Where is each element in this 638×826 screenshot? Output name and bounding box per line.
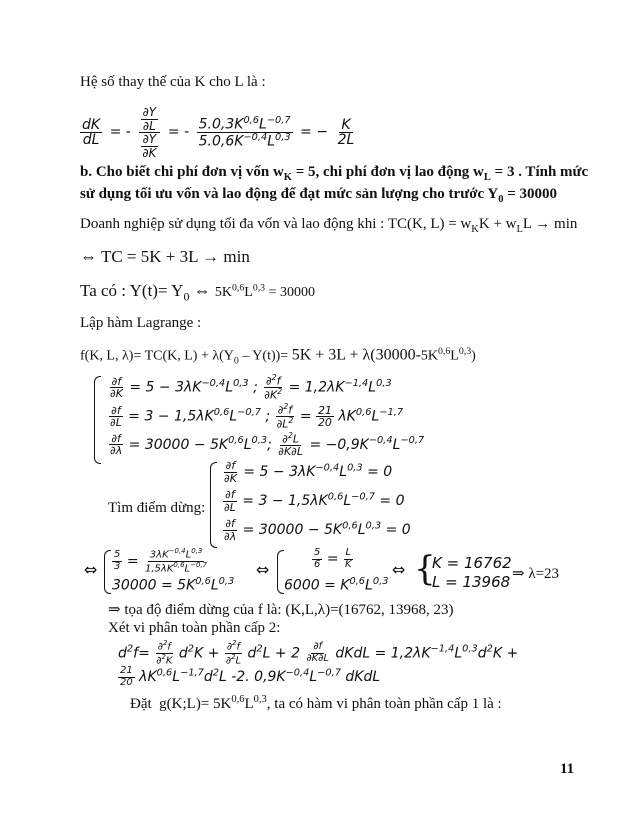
stationary-point-text: ⇒ tọa độ điểm dừng của f là: (K,L,λ)=(16762, 13968, 23) [108,602,454,618]
intro-text: Hệ số thay thế của K cho L là : [80,74,266,90]
solution-lambda: ⇒ λ=23 [512,566,560,582]
constraint-line: Ta có : $Y(t)= Y_0$ ⇔ $5K^{0,6}L^{0,3} = 30000$ [80,281,315,304]
system-2-row-2: $6000 = K^{0,6}L^{0,3}$ [284,576,389,594]
page-number: 11 [560,761,575,777]
equiv-arrow-3: ⇔ [392,560,406,579]
lagrange-title: Lập hàm Lagrange : [80,315,202,331]
second-diff-title: Xét vi phân toàn phần cấp 2: [108,620,281,636]
system-brace-1 [104,550,111,594]
stationary-brace [210,462,217,548]
tc-line: ⇔ TC = 5K + 3L → min [80,247,250,266]
deriv-row-1: $\frac{\partial f}{\partial K}$ = $5 - 3\lambda K^{-0,4}L^{0,3}$ ; $\frac{\partial^2f}{\partial K^2}$ = $1,2\lambda K^{-1,4}L^{0,3}$ [110,373,392,402]
system-brace-2 [277,550,284,594]
d2f-line-2: $\frac{21}{20}$ $\lambda K^{0,6}L^{-1,7}d^2L$ -2. $0,9K^{-0,4}L^{-0,7}$ dKdL [120,665,381,688]
stationary-eq-3: $\frac{\partial f}{\partial\lambda}$ = $30000 - 5K^{0,6}L^{0,3} = 0$ [224,517,411,543]
system-2-row-1: $\frac{5}{6}$ = $\frac{L}{K}$ [314,547,352,570]
lagrange-function: f(K, L, λ)= TC(K, $L) + \lambda(Y_0 - Y(t))= 5K + 3L + \lambda(30000-5K^{0,6}L^{0,3})$ [80,346,476,367]
d2f-line-1: $d^2f=$ $\frac{\partial^2f}{\partial^2K}$ $d^2K$ + $\frac{\partial^2f}{\partial^2L}$ $d^2L + 2$ $\frac{\partial f}{\partial K\partial L}$ dKdL = $1,2\lambda K^{-1,4}L^{0,3}d^2K$ + [118,639,519,667]
solution-K: K = 16762 [432,554,512,572]
cost-min-text: Doanh nghiệp sử dụng tối đa vốn và lao động khi : TC(K, $L) = w_KK + w_LL \to \min$ [80,216,578,235]
system-brace-3: { [414,549,436,589]
system-1-row-1: $\frac{5}{3}$ = $\frac{3\lambda K^{-0,4}L^{0,3}}{1,5\lambda K^{0,6}L^{-0,7}}$ [114,547,208,575]
deriv-row-3: $\frac{\partial f}{\partial\lambda}$ = $30000 - 5K^{0,6}L^{0,3}$; $\frac{\partial^2L}{\partial K\partial L}$ = $-0,9K^{-0,4}L^{-0,7}$ [110,431,425,459]
g-line: Đặt g(K;L)= $5K^{0,6}L^{0,3}$, ta có hàm vi phân toàn phần cấp 1 là : [130,694,502,712]
mrts-formula: $\frac{dK}{dL}$ = - $\frac{\frac{\partial Y}{\partial L}}{\frac{\partial Y}{\partial K}}$ = - $\frac{5.0,3K^{0,6}L^{-0,7}}{5.0,6K^{-0,4}L^{0,3}}$ = − $\frac{K}{2L}$ [82,105,355,160]
stationary-label: Tìm điểm dừng: [108,500,206,516]
stationary-eq-1: $\frac{\partial f}{\partial K}$ = $5 - 3\lambda K^{-0,4}L^{0,3} = 0$ [224,459,393,485]
derivs-brace [94,376,101,464]
equiv-arrow-1: ⇔ [84,560,98,579]
solution-L: L = 13968 [432,573,511,591]
deriv-row-2: $\frac{\partial f}{\partial L}$ = $3 - 1,5\lambda K^{0,6}L^{-0,7}$ ; $\frac{\partial^2f}{\partial L^2}$ = $\frac{21}{20}$ $\lambda K^{0,6}L^{-1,7}$ [110,402,404,431]
part-b-line1: b. Cho biết chi phí đơn vị vốn $w_K = 5$, chi phí đơn vị lao động $w_L = 3$ . Tính mức [80,164,589,183]
equiv-arrow-2: ⇔ [256,560,270,579]
system-1-row-2: $30000 = 5K^{0,6}L^{0,3}$ [112,576,235,594]
part-b-line2: sử dụng tối ưu vốn và lao động để đạt mức sản lượng cho trước $Y_0 = 30000$ [80,186,558,205]
stationary-eq-2: $\frac{\partial f}{\partial L}$ = $3 - 1,5\lambda K^{0,6}L^{-0,7} = 0$ [224,488,405,514]
